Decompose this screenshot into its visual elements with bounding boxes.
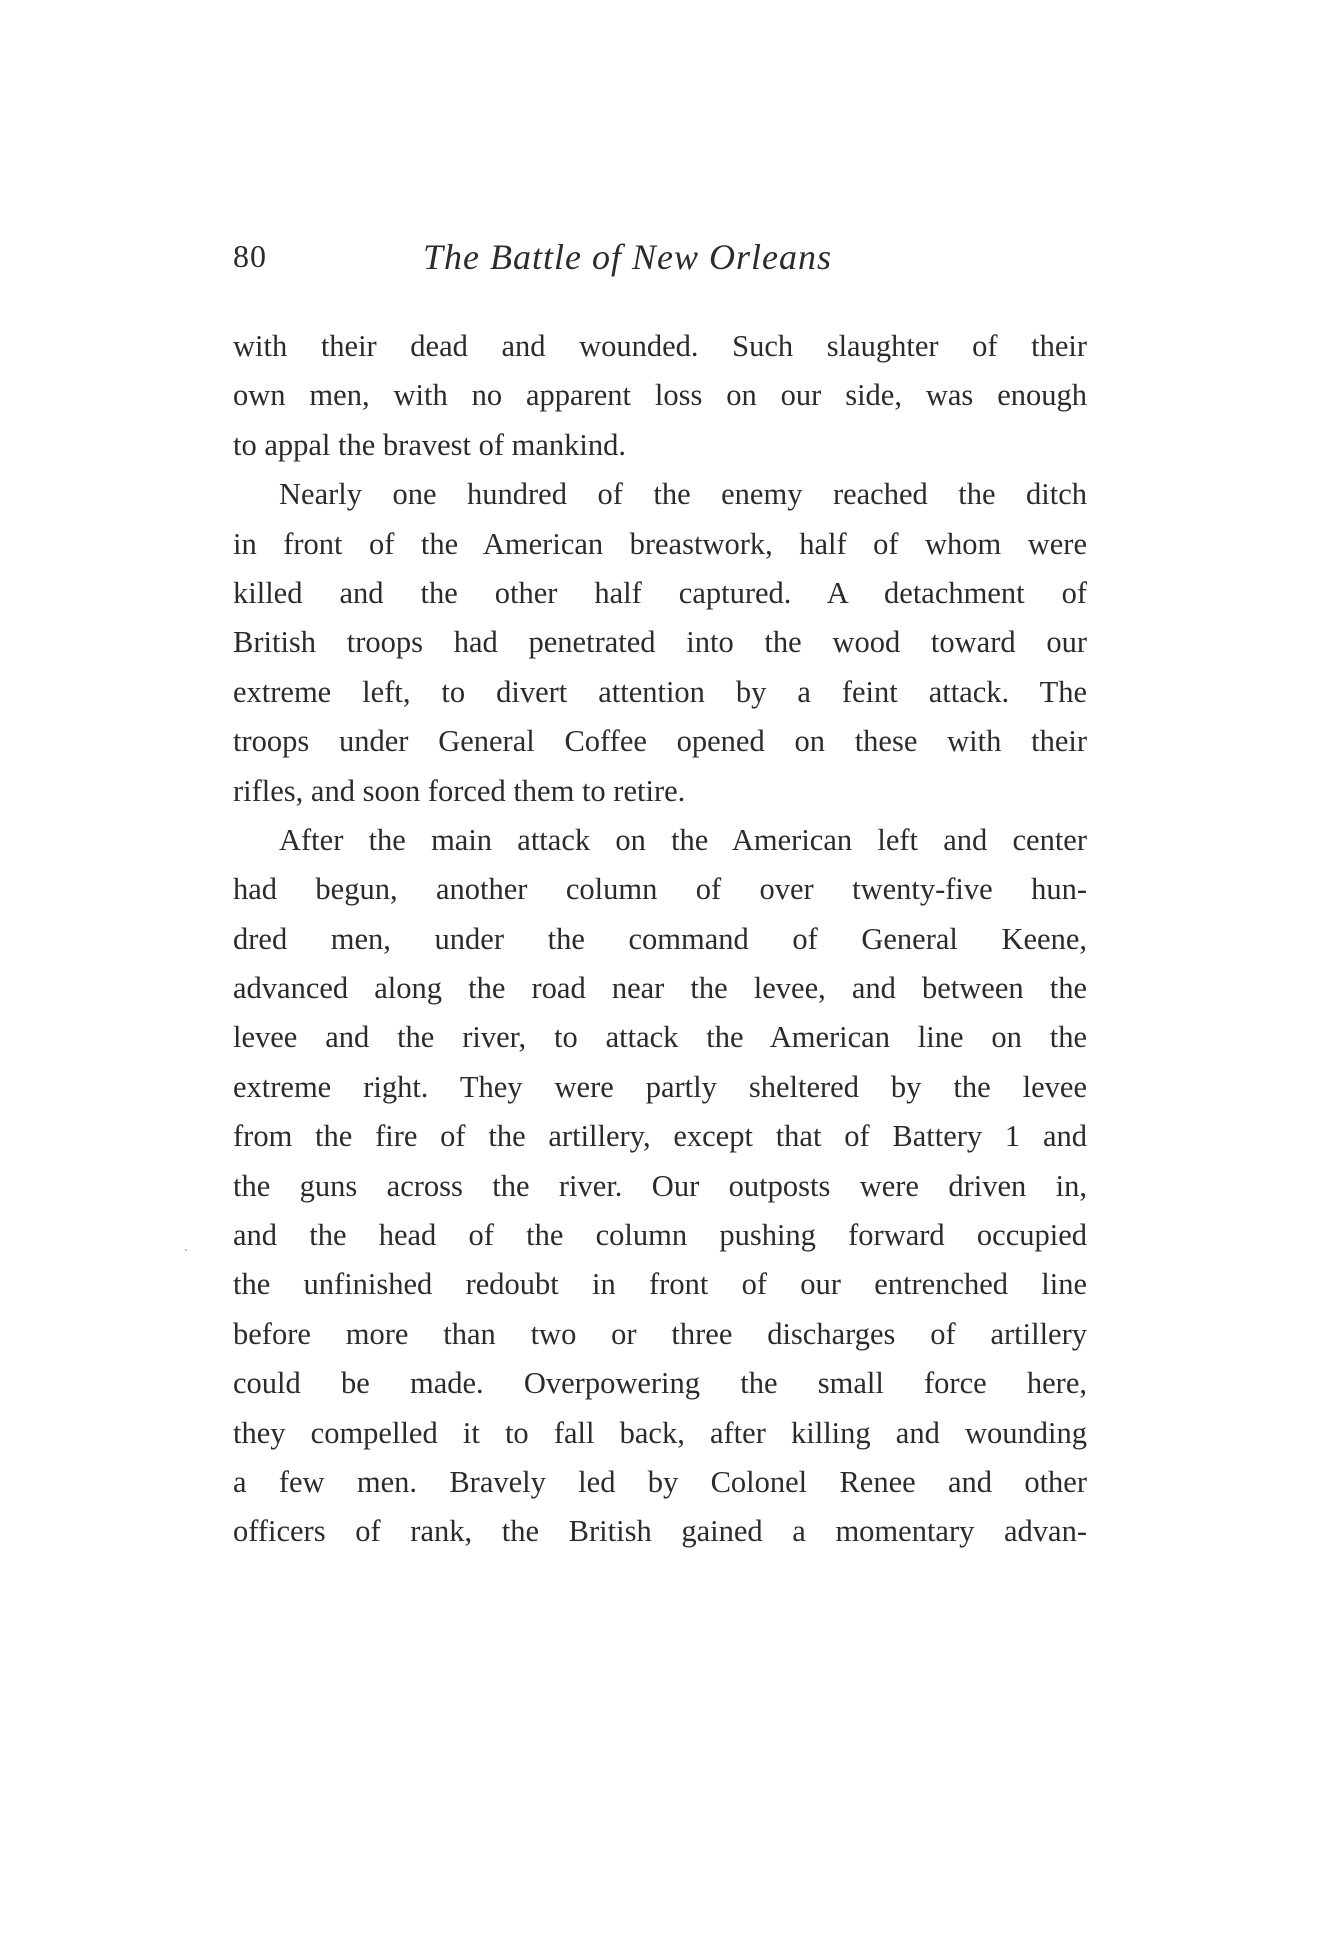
text-line: advanced along the road near the levee, and between the	[233, 971, 1087, 1006]
text-line: extreme right. They were partly sheltered by the levee	[233, 1069, 1087, 1104]
paragraph	[233, 322, 1087, 470]
text-line: had begun, another column of over twenty-five hun-	[233, 872, 1087, 907]
text-line: from the fire of the artillery, except that of Battery 1 and	[233, 1119, 1087, 1154]
text-line: the unfinished redoubt in front of our entrenched line	[233, 1267, 1087, 1302]
page-number: 80	[233, 238, 267, 274]
text-line: the guns across the river. Our outposts were driven in,	[233, 1168, 1087, 1203]
text-line: After the main attack on the American left and center	[279, 822, 1087, 857]
text-line: they compelled it to fall back, after killing and wounding	[233, 1415, 1087, 1450]
paragraph	[233, 816, 1087, 1557]
text-line: British troops had penetrated into the wood toward our	[233, 625, 1087, 660]
body-text	[233, 322, 1087, 1557]
text-line: before more than two or three discharges of artillery	[233, 1316, 1087, 1351]
text-line: extreme left, to divert attention by a feint attack. The	[233, 674, 1087, 709]
scan-speck	[185, 1249, 187, 1251]
text-line: a few men. Bravely led by Colonel Renee and other	[233, 1464, 1087, 1499]
text-line: rifles, and soon forced them to retire.	[233, 773, 686, 808]
text-line: levee and the river, to attack the American line on the	[233, 1020, 1087, 1055]
text-line: could be made. Overpowering the small force here,	[233, 1366, 1087, 1401]
page-header	[233, 228, 1087, 288]
text-line: in front of the American breastwork, half of whom were	[233, 526, 1087, 561]
running-title: The Battle of New Orleans	[423, 237, 832, 277]
paragraph	[233, 470, 1087, 816]
text-line: and the head of the column pushing forward occupied	[233, 1218, 1087, 1253]
text-line: own men, with no apparent loss on our side, was enough	[233, 378, 1087, 413]
text-line: Nearly one hundred of the enemy reached the ditch	[279, 477, 1087, 512]
text-line: with their dead and wounded. Such slaughter of their	[233, 329, 1087, 363]
text-line: troops under General Coffee opened on these with their	[233, 724, 1087, 759]
text-line: dred men, under the command of General Keene,	[233, 921, 1087, 956]
text-line: killed and the other half captured. A detachment of	[233, 575, 1087, 610]
text-line: officers of rank, the British gained a momentary advan-	[233, 1514, 1087, 1549]
text-line: to appal the bravest of mankind.	[233, 427, 627, 462]
